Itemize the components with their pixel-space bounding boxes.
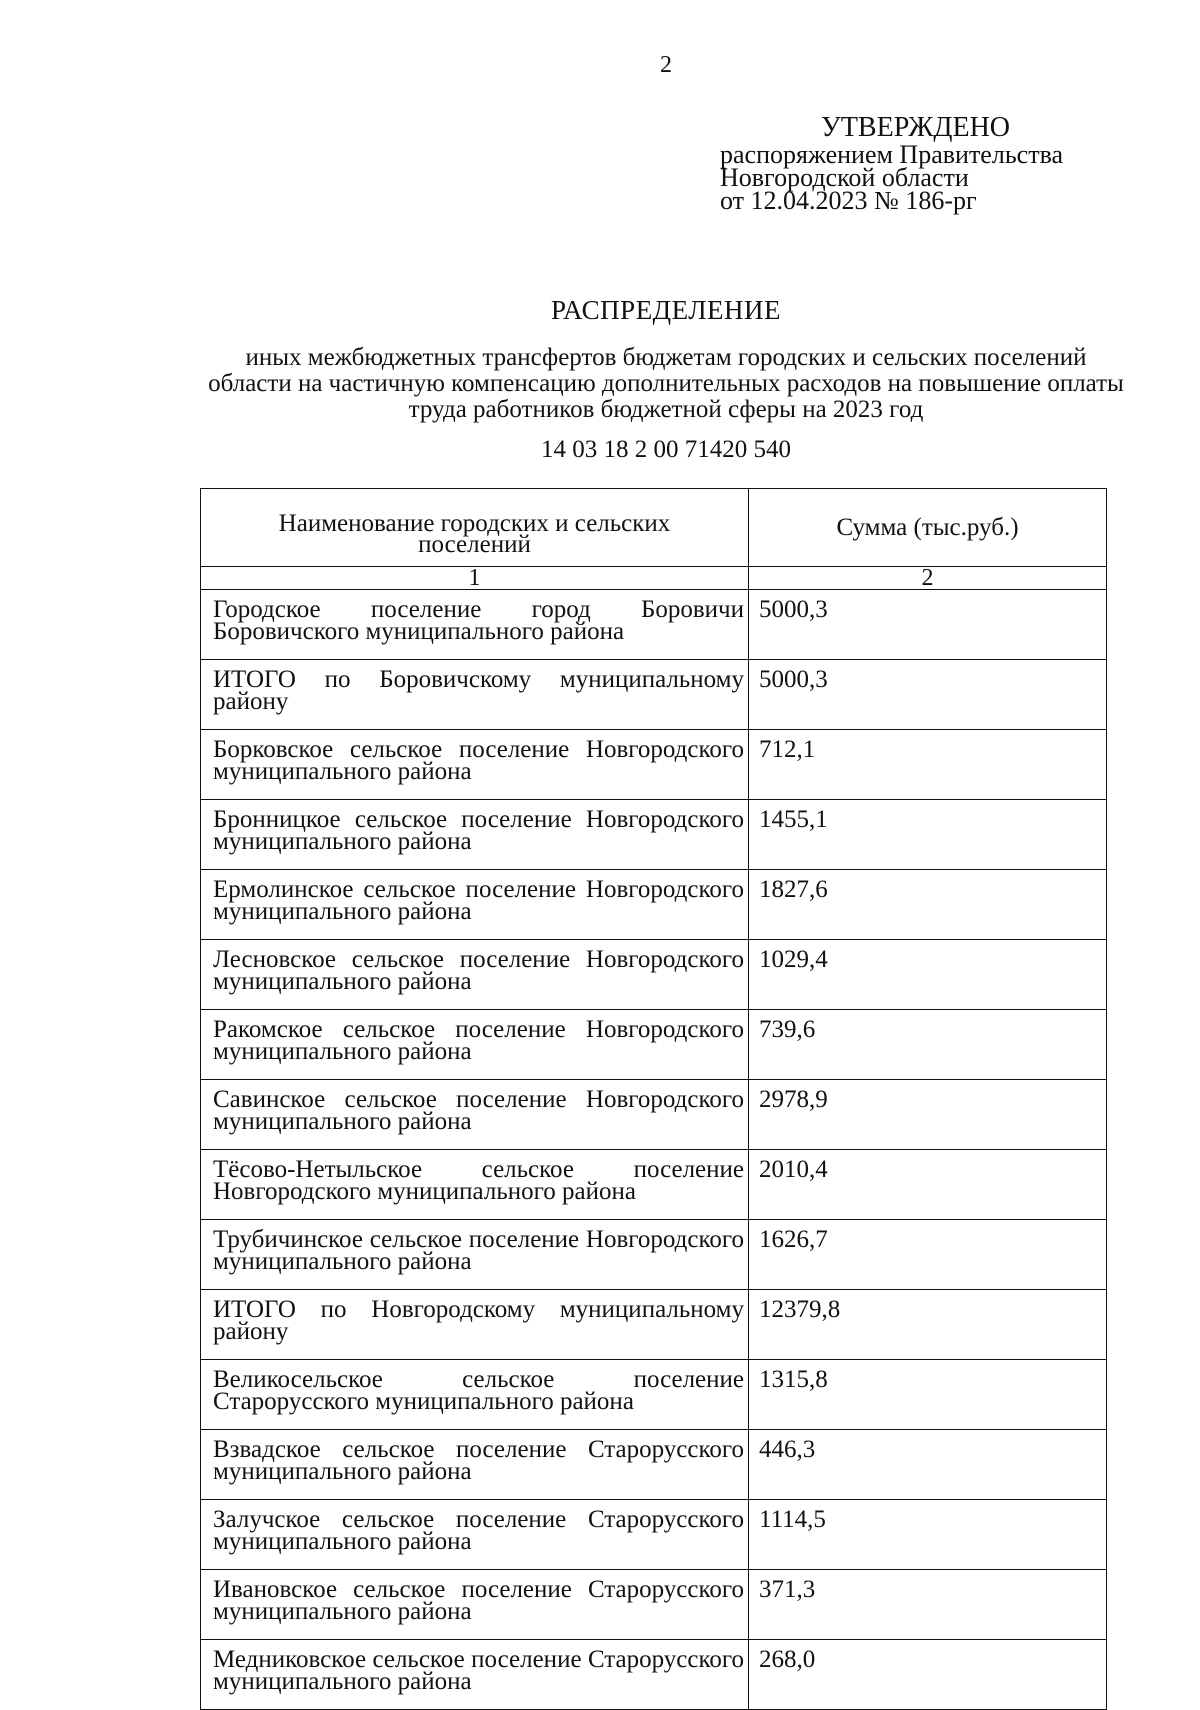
sum-cell: 1029,4 bbox=[749, 940, 1107, 1010]
table-row bbox=[201, 1220, 1107, 1290]
settlement-name-cell: Ивановское сельское поселение Старорусского муниципального района bbox=[201, 1570, 749, 1640]
settlement-name-cell: ИТОГО по Боровичскому муниципальному району bbox=[201, 660, 749, 730]
settlement-name-cell: Взвадское сельское поселение Старорусского муниципального района bbox=[201, 1430, 749, 1500]
budget-classification-code: 14 03 18 2 00 71420 540 bbox=[541, 436, 791, 463]
settlement-name-cell: Трубичинское сельское поселение Новгородского муниципального района bbox=[201, 1220, 749, 1290]
column-number-2: 2 bbox=[749, 567, 1107, 590]
sum-cell: 1114,5 bbox=[749, 1500, 1107, 1570]
settlement-name-cell: Тёсово-Нетыльское сельское поселение Новгородского муниципального района bbox=[201, 1150, 749, 1220]
approval-line-decree: распоряжением Правительства bbox=[720, 140, 1064, 169]
table-row bbox=[201, 1430, 1107, 1500]
table-row bbox=[201, 1640, 1107, 1710]
settlement-name-cell: Медниковское сельское поселение Старорусского муниципального района bbox=[201, 1640, 749, 1710]
settlement-name-cell: Великосельское сельское поселение Старорусского муниципального района bbox=[201, 1360, 749, 1430]
table-header-row bbox=[201, 489, 1107, 567]
table-row bbox=[201, 1570, 1107, 1640]
sum-cell: 1455,1 bbox=[749, 800, 1107, 870]
settlement-name-cell: Борковское сельское поселение Новгородского муниципального района bbox=[201, 730, 749, 800]
document-title: РАСПРЕДЕЛЕНИЕ bbox=[550, 295, 782, 325]
approval-line-region: Новгородской области bbox=[720, 163, 969, 192]
settlement-name-cell: Ракомское сельское поселение Новгородского муниципального района bbox=[201, 1010, 749, 1080]
settlement-name-cell: Ермолинское сельское поселение Новгородского муниципального района bbox=[201, 870, 749, 940]
sum-cell: 12379,8 bbox=[749, 1290, 1107, 1360]
distribution-table bbox=[200, 488, 1107, 1710]
table-row bbox=[201, 1290, 1107, 1360]
table-row bbox=[201, 1010, 1107, 1080]
sum-cell: 739,6 bbox=[749, 1010, 1107, 1080]
table-row bbox=[201, 870, 1107, 940]
sum-cell: 5000,3 bbox=[749, 590, 1107, 660]
approval-line-date: от 12.04.2023 № 186-рг bbox=[720, 186, 977, 215]
sum-cell: 712,1 bbox=[749, 730, 1107, 800]
document-heading bbox=[0, 293, 1200, 465]
approval-title: УТВЕРЖДЕНО bbox=[821, 112, 1011, 143]
sum-cell: 446,3 bbox=[749, 1430, 1107, 1500]
page-number: 2 bbox=[660, 52, 672, 78]
sum-cell: 1827,6 bbox=[749, 870, 1107, 940]
column-number-row bbox=[201, 567, 1107, 590]
settlement-name-cell: Залучское сельское поселение Старорусского муниципального района bbox=[201, 1500, 749, 1570]
table-row bbox=[201, 1500, 1107, 1570]
table-row bbox=[201, 660, 1107, 730]
table-body bbox=[201, 590, 1107, 1710]
sum-cell: 2978,9 bbox=[749, 1080, 1107, 1150]
settlement-name-cell: Лесновское сельское поселение Новгородского муниципального района bbox=[201, 940, 749, 1010]
header-settlement-name: Наименование городских и сельских поселений bbox=[201, 489, 749, 567]
sum-cell: 268,0 bbox=[749, 1640, 1107, 1710]
table-row bbox=[201, 1080, 1107, 1150]
settlement-name-cell: Савинское сельское поселение Новгородского муниципального района bbox=[201, 1080, 749, 1150]
sum-cell: 1626,7 bbox=[749, 1220, 1107, 1290]
approval-stamp bbox=[720, 112, 1140, 215]
table-row bbox=[201, 590, 1107, 660]
sum-cell: 371,3 bbox=[749, 1570, 1107, 1640]
table-row bbox=[201, 1150, 1107, 1220]
document-subtitle: иных межбюджетных трансфертов бюджетам городских и сельских поселений области на частичную компенсацию дополнительных расходов на повышение оплаты труда работников бюджетной сферы на 2023 год bbox=[208, 344, 1124, 423]
sum-cell: 2010,4 bbox=[749, 1150, 1107, 1220]
table-row bbox=[201, 730, 1107, 800]
sum-cell: 5000,3 bbox=[749, 660, 1107, 730]
table-row bbox=[201, 1360, 1107, 1430]
column-number-1: 1 bbox=[201, 567, 749, 590]
settlement-name-cell: ИТОГО по Новгородскому муниципальному району bbox=[201, 1290, 749, 1360]
header-sum: Сумма (тыс.руб.) bbox=[749, 489, 1107, 567]
table-row bbox=[201, 940, 1107, 1010]
table-row bbox=[201, 800, 1107, 870]
settlement-name-cell: Городское поселение город Боровичи Боровичского муниципального района bbox=[201, 590, 749, 660]
settlement-name-cell: Бронницкое сельское поселение Новгородского муниципального района bbox=[201, 800, 749, 870]
sum-cell: 1315,8 bbox=[749, 1360, 1107, 1430]
